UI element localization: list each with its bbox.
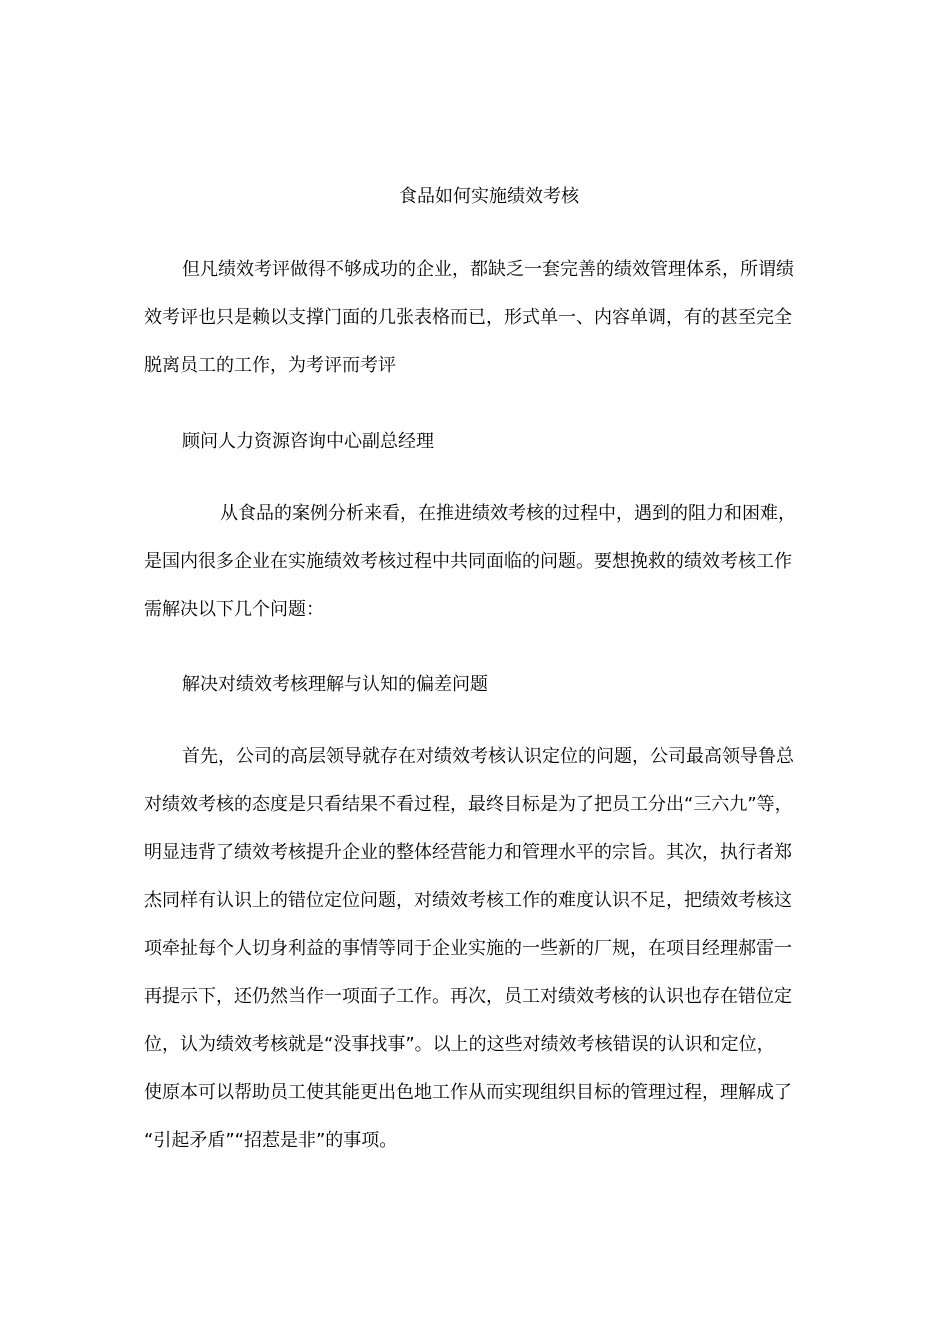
paragraph-intro: [144, 246, 844, 390]
paragraph-line: 使原本可以帮助员工使其能更出色地工作从而实现组织目标的管理过程，理解成了: [144, 1082, 792, 1103]
paragraph-line: “引起矛盾”“招惹是非”的事项。: [144, 1130, 398, 1151]
paragraph-line: 再提示下，还仍然当作一项面子工作。再次，员工对绩效考核的认识也存在错位定: [144, 986, 792, 1007]
paragraph-author: [144, 418, 844, 466]
paragraph-line: 从食品的案例分析来看，在推进绩效考核的过程中，遇到的阻力和困难，: [220, 503, 796, 524]
paragraph-line: 项牵扯每个人切身利益的事情等同于企业实施的一些新的厂规，在项目经理郝雷一: [144, 938, 792, 959]
paragraph-line: 是国内很多企业在实施绩效考核过程中共同面临的问题。要想挽救的绩效考核工作: [144, 551, 792, 572]
paragraph-line: 顾问人力资源咨询中心副总经理: [182, 431, 434, 452]
paragraph-case-analysis: [144, 490, 844, 634]
paragraph-line: 效考评也只是赖以支撑门面的几张表格而已，形式单一、内容单调，有的甚至完全: [144, 307, 792, 328]
paragraph-line: 解决对绩效考核理解与认知的偏差问题: [182, 674, 488, 695]
paragraph-line: 首先，公司的高层领导就存在对绩效考核认识定位的问题，公司最高领导鲁总: [182, 746, 794, 767]
paragraph-section-heading: [144, 661, 844, 709]
paragraph-line: 位，认为绩效考核就是“没事找事”。以上的这些对绩效考核错误的认识和定位，: [144, 1034, 775, 1055]
paragraph-line: 脱离员工的工作，为考评而考评: [144, 355, 396, 376]
paragraph-line: 明显违背了绩效考核提升企业的整体经营能力和管理水平的宗旨。其次，执行者郑: [144, 842, 792, 863]
document-title: 食品如何实施绩效考核: [399, 186, 579, 207]
paragraph-line: 杰同样有认识上的错位定位问题，对绩效考核工作的难度认识不足，把绩效考核这: [144, 890, 792, 911]
paragraph-line: 需解决以下几个问题：: [144, 599, 324, 620]
paragraph-line: 对绩效考核的态度是只看结果不看过程，最终目标是为了把员工分出“三六九”等，: [144, 794, 793, 815]
paragraph-body: [144, 733, 844, 1165]
paragraph-line: 但凡绩效考评做得不够成功的企业，都缺乏一套完善的绩效管理体系，所谓绩: [182, 259, 794, 280]
